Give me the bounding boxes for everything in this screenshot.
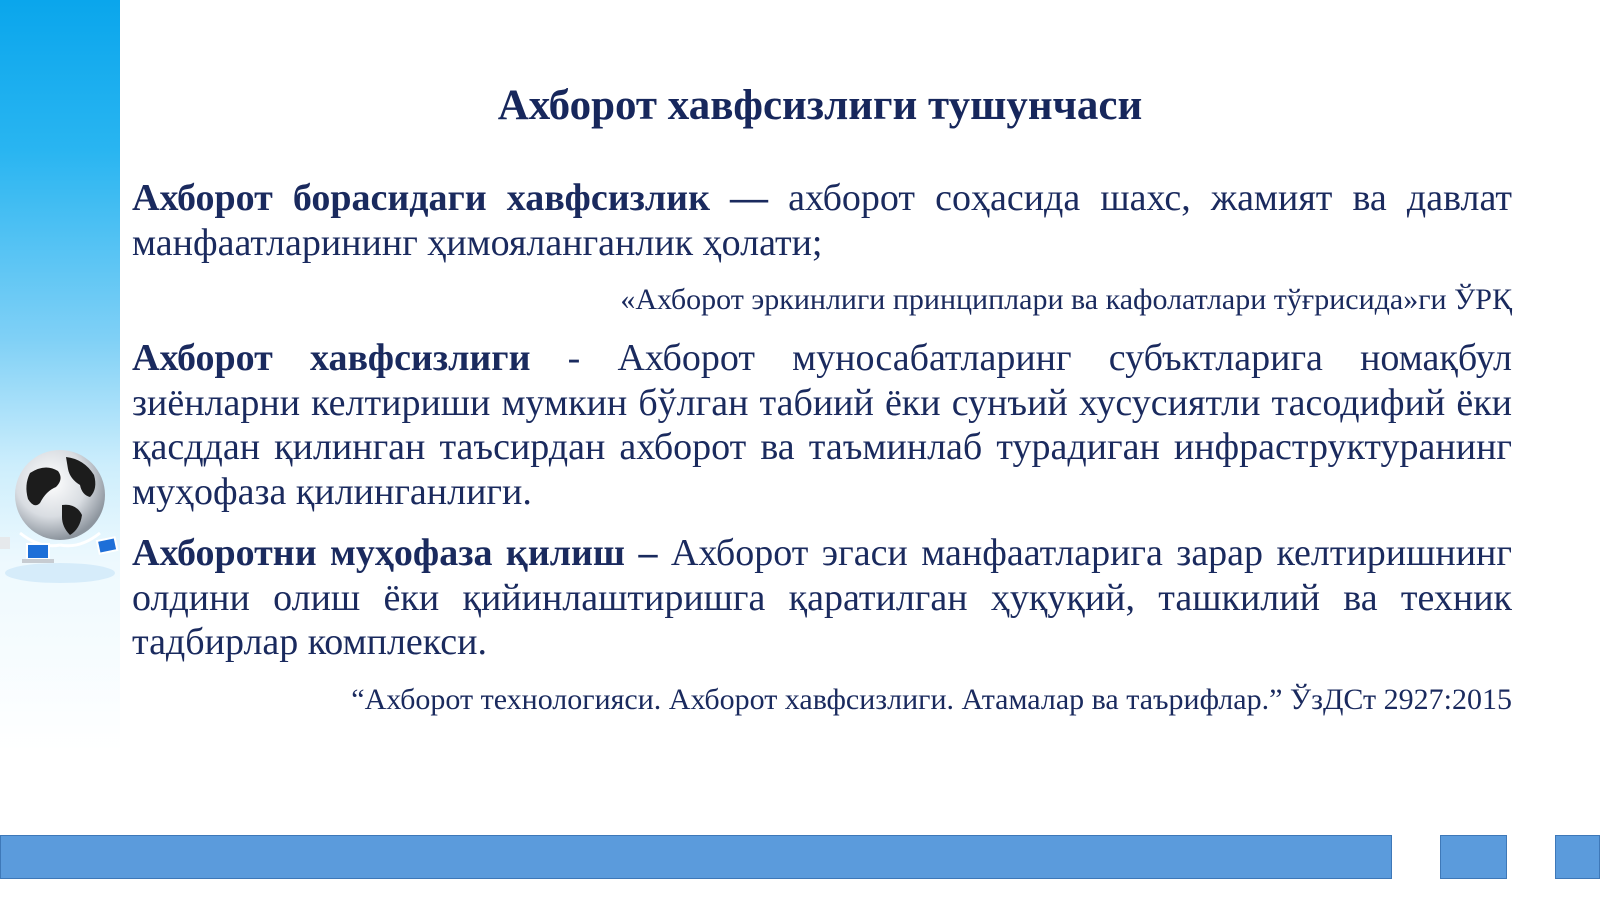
globe-network-icon bbox=[0, 445, 120, 590]
definition-term-1: Ахборот борасидаги хавфсизлик — bbox=[132, 177, 769, 219]
definition-text-2: - Ахборот муносабатларинг субъктларига номақбул зиёнларни келтириши мумкин бўлган табиий ёки сунъий хусусиятли тасодифий ёки қасддан қилинган таъсирдан ахборот ва таъминлаб турадиган инфраструктуранинг муҳофаза қилинганлиги. bbox=[132, 337, 1513, 513]
source-citation-1: «Ахборот эркинлиги принциплари ва кафолатлари тўғрисида»ги ЎРҚ bbox=[620, 283, 1512, 316]
left-decorative-strip bbox=[0, 0, 120, 752]
definition-term-3: Ахборотни муҳофаза қилиш – bbox=[132, 532, 658, 574]
definition-text-3: Ахборот эгаси манфаатларига зарар келтиришнинг олдини олиш ёки қийинлаштиришга қаратилган ҳуқуқий, ташкилий ва техник тадбирлар комплекси. bbox=[132, 532, 1512, 663]
footer-bar bbox=[0, 835, 1392, 879]
definition-term-2: Ахборот хавфсизлиги bbox=[132, 337, 531, 379]
source-citation-2: “Ахборот технологияси. Ахборот хавфсизлиги. Атамалар ва таърифлар.” ЎзДСт 2927:2015 bbox=[351, 683, 1512, 716]
footer-box-2 bbox=[1555, 835, 1600, 879]
definition-text-1: ахборот соҳасида шахс, жамият ва давлат манфаатларининг ҳимояланганлик ҳолати; bbox=[132, 177, 1512, 264]
slide-title: Ахборот хавфсизлиги тушунчаси bbox=[497, 82, 1143, 129]
footer-box-1 bbox=[1440, 835, 1507, 879]
definition-paragraph-3 bbox=[132, 531, 1512, 665]
definition-paragraph-2 bbox=[132, 336, 1512, 514]
definition-paragraph-1 bbox=[132, 176, 1512, 265]
